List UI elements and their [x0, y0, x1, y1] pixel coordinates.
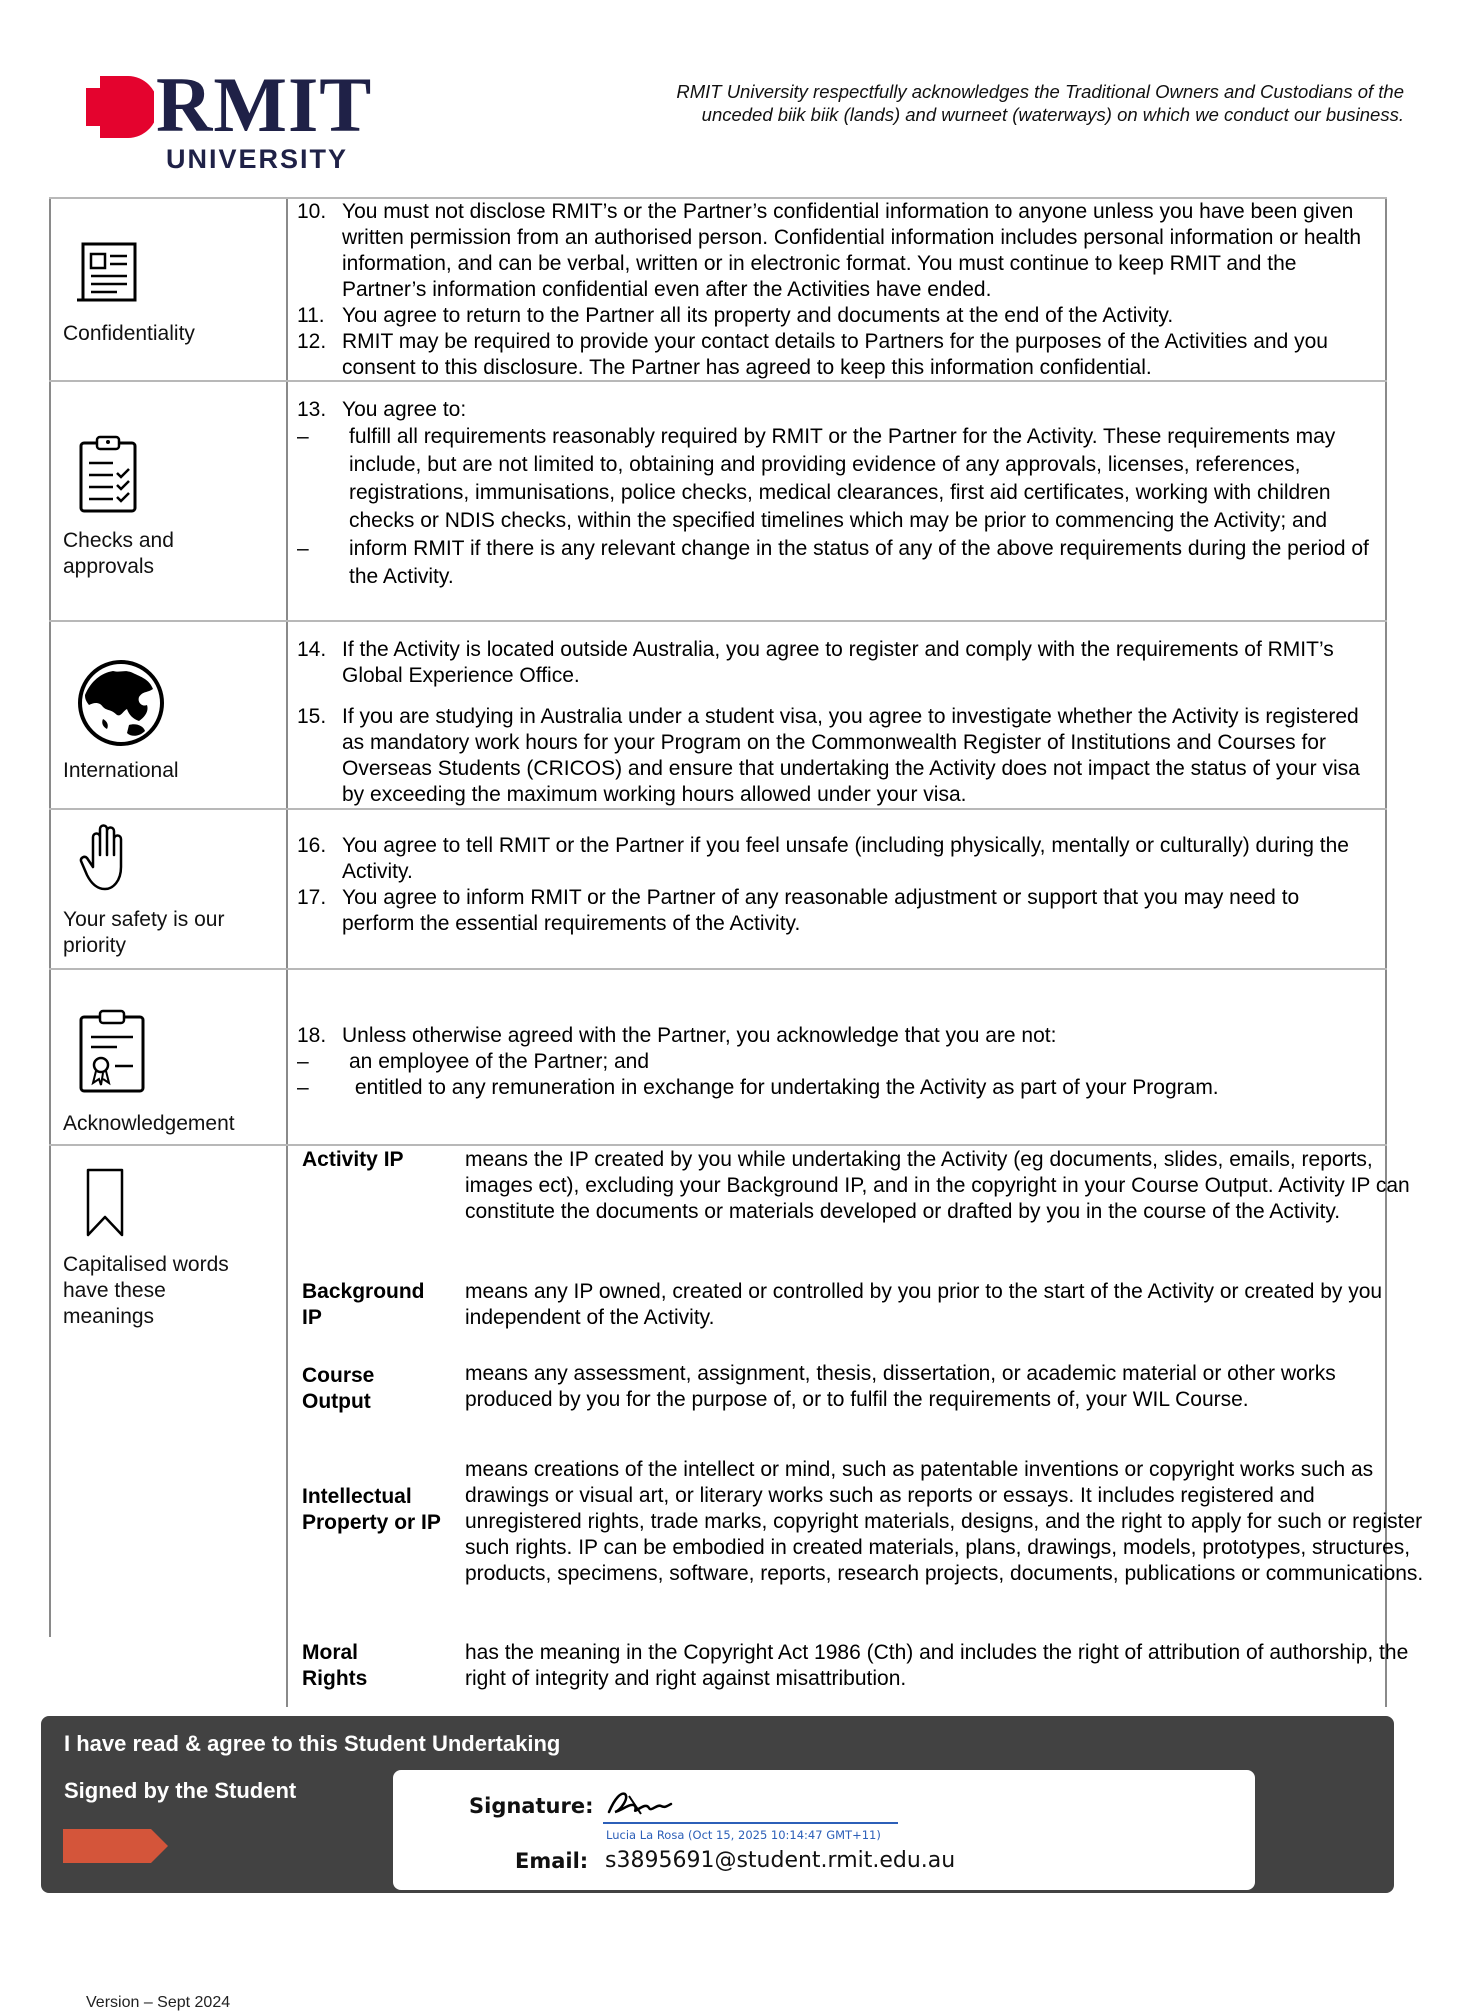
definition-term: Course Output [302, 1364, 375, 1413]
clause-item: 14. If the Activity is located outside Australia, you agree to register and comply with the requirements of RMIT’s Global Experience Office. [297, 638, 1334, 687]
undertaking-table [49, 197, 1424, 1707]
clause-item: 13. You agree to: [297, 398, 467, 421]
handwritten-signature [603, 1788, 675, 1818]
section-label-confidentiality: Confidentiality [63, 322, 195, 345]
acknowledgement-line-1: RMIT University respectfully acknowledges the Traditional Owners and Custodians of the [676, 81, 1404, 102]
row-divider [49, 808, 1387, 810]
signature-label: Signature: [469, 1794, 594, 1818]
section-label-checks: Checks and approvals [63, 529, 174, 578]
email-label: Email: [515, 1849, 589, 1873]
definition-term: Moral Rights [302, 1641, 368, 1690]
newspaper-icon [77, 240, 141, 304]
signature-timestamp: Lucia La Rosa (Oct 15, 2025 10:14:47 GMT+11) [606, 1828, 881, 1842]
clause-item: 11. You agree to return to the Partner all its property and documents at the end of the Activity. [297, 304, 1174, 327]
globe-icon [77, 659, 165, 747]
definition-text: means creations of the intellect or mind, such as patentable inventions or copyright works such as drawings or visual art, or literary works such as reports or essays. It includes registered and unregistered rights, trade marks, copyright materials, designs, and the right to apply for such or register such rights. IP can be embodied in created materials, plans, drawings, models, prototypes, structures, products, specimens, software, reports, research projects, documents, publications or communications. [465, 1458, 1424, 1585]
clipboard-checklist-icon [77, 435, 141, 515]
definition-term: Intellectual Property or IP [302, 1485, 441, 1534]
version-footer: Version – Sept 2024 [86, 1994, 231, 2011]
acknowledgement-line-2: unceded biik biik (lands) and wurneet (waterways) on which we conduct our business. [701, 104, 1404, 125]
row-divider [49, 1144, 1387, 1146]
section-label-international: International [63, 759, 179, 782]
clause-item: 17. You agree to inform RMIT or the Partner of any reasonable adjustment or support that you may need to perform the essential requirements of the Activity. [297, 886, 1300, 935]
agreement-statement: I have read & agree to this Student Undertaking [64, 1731, 561, 1756]
clause-item: 16. You agree to tell RMIT or the Partner if you feel unsafe (including physically, mentally or culturally) during the Activity. [297, 834, 1349, 883]
table-left-border [49, 197, 51, 1637]
definition-text: has the meaning in the Copyright Act 1986 (Cth) and includes the right of attribution of authorship, the right of integrity and right against misattribution. [465, 1641, 1409, 1690]
row-divider [49, 968, 1387, 970]
bullet-item: – fulfill all requirements reasonably required by RMIT or the Partner for the Activity. These requirements may include, but are not limited to, obtaining and providing evidence of any approvals, licenses, references, registrations, immunisations, police checks, medical clearances, first aid certificates, working with children checks or NDIS checks, within the specified timelines which may be prior to commencing the Activity; and [297, 425, 1336, 532]
bullet-item: – an employee of the Partner; and [297, 1050, 650, 1073]
clause-item: 12. RMIT may be required to provide your contact details to Partners for the purposes of the Activities and you consent to this disclosure. The Partner has agreed to keep this information confidential. [297, 330, 1328, 379]
definition-text: means the IP created by you while undertaking the Activity (eg documents, slides, emails, reports, images ect), excluding your Background IP, and in the copyright in your Course Output. Activity IP can constitute the documents or materials developed or drafted by you in the course of the Activity. [465, 1148, 1410, 1223]
checks-clauses [297, 397, 1372, 591]
clause-item: 15. If you are studying in Australia under a student visa, you agree to investigate whether the Activity is registered as mandatory work hours for your Program on the Commonwealth Register of Institutions and Courses for Overseas Students (CRICOS) and ensure that undertaking the Activity does not impact the status of your visa by exceeding the maximum working hours allowed under your visa. [297, 705, 1360, 806]
arrow-pointer-icon [63, 1829, 168, 1863]
row-divider [49, 620, 1387, 622]
bookmark-icon [85, 1167, 125, 1239]
section-label-acknowledgement: Acknowledgement [63, 1112, 235, 1135]
table-column-divider [286, 197, 288, 1707]
logo-wordmark: RMIT [156, 61, 373, 148]
acknowledgement-clauses [297, 1023, 1372, 1101]
definition-term: Activity IP [302, 1148, 404, 1171]
rmit-logo [86, 61, 373, 174]
signature-box [393, 1770, 1255, 1890]
signed-by-label: Signed by the Student [64, 1778, 297, 1803]
safety-clauses [297, 833, 1372, 937]
email-value: s3895691@student.rmit.edu.au [605, 1848, 956, 1873]
country-acknowledgement [504, 80, 1404, 126]
definition-term: Background IP [302, 1280, 425, 1329]
definition-text: means any assessment, assignment, thesis, dissertation, or academic material or other works produced by you for the purpose of, or to fulfil the requirements of, your WIL Course. [465, 1362, 1336, 1411]
logo-subtitle: UNIVERSITY [166, 144, 349, 174]
international-clauses [297, 637, 1372, 808]
hand-icon [79, 821, 135, 893]
clause-item: 18. Unless otherwise agreed with the Partner, you acknowledge that you are not: [297, 1024, 1057, 1047]
confidentiality-clauses [297, 199, 1372, 381]
bullet-item: – entitled to any remuneration in exchange for undertaking the Activity as part of your Program. [297, 1076, 1219, 1099]
bullet-item: – inform RMIT if there is any relevant change in the status of any of the above requirements during the period of the Activity. [297, 537, 1369, 588]
signature-line [603, 1822, 898, 1824]
section-label-definitions: Capitalised words have these meanings [63, 1253, 229, 1328]
certificate-clipboard-icon [77, 1009, 147, 1095]
definition-text: means any IP owned, created or controlled by you prior to the start of the Activity or created by you independent of the Activity. [465, 1280, 1383, 1329]
signature-band [41, 1716, 1394, 1893]
clause-item: 10. You must not disclose RMIT’s or the Partner’s confidential information to anyone unless you have been given written permission from an authorised person. Confidential information includes personal information or health information, and can be verbal, written or in electronic format. You must continue to keep RMIT and the Partner’s information confidential even after the Activities have ended. [297, 200, 1362, 301]
section-label-safety: Your safety is our priority [63, 908, 225, 957]
rmit-pixel-mark-icon [86, 76, 154, 138]
